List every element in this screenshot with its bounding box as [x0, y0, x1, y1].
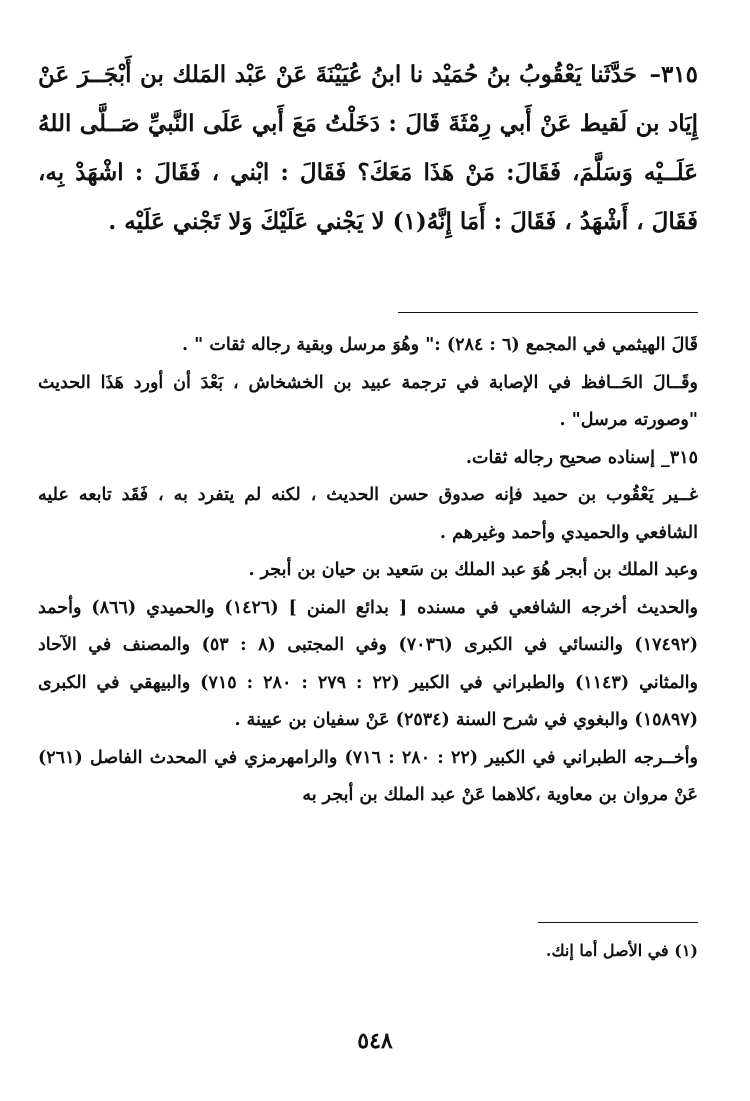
notes-block: [38, 327, 698, 815]
note-paragraph: وعبد الملك بن أبجر هُوَ عبد الملك بن سَعيد بن حيان بن أبجر .: [248, 560, 698, 580]
page-number: ٥٤٨: [357, 1028, 393, 1054]
footnote: (١) في الأصل أما إنك.: [545, 941, 698, 960]
hadith-number: ٣١٥–: [649, 61, 698, 88]
hadith-paragraph: [38, 50, 698, 246]
note-paragraph: وأخــرجه الطبراني في الكبير (٢٢ : ٢٨٠ : ٧١٦) والرامهرمزي في المحدث الفاصل (٢٦١) عَنْ مروان بن معاوية ،كلاهما عَنْ عبد الملك بن أبجر به: [38, 747, 698, 805]
footnote-separator: [538, 922, 698, 923]
note-paragraph: وقَــالَ الحَــافظ في الإصابة في ترجمة عبيد بن الخشخاش ، بَعْدَ أن أورد هَذَا الحديث "وصورته مرسل" .: [38, 372, 698, 430]
note-paragraph: والحديث أخرجه الشافعي في مسنده [ بدائع المنن ] (١٤٢٦) والحميدي (٨٦٦) وأحمد (١٧٤٩٢) والنسائي في الكبرى (٧٠٣٦) وفي المجتبى (٨ : ٥٣) والمصنف في الآحاد والمثاني (١١٤٣) والطبراني في الكبير (٢٢ : ٢٧٩ : ٢٨٠ : ٧١٥) والبيهقي في الكبرى (١٥٨٩٧) والبغوي في شرح السنة (٢٥٣٤) عَنْ سفيان بن عيينة .: [38, 597, 699, 730]
hadith-text-block: [38, 50, 698, 246]
note-paragraph: ٣١٥_ إسناده صحيح رجاله ثقات.: [465, 447, 698, 468]
notes-separator: [398, 312, 698, 313]
note-paragraph: غــير يَعْقُوب بن حميد فإنه صدوق حسن الحديث ، لكنه لم يتفرد به ، فَقَد تابعه عليه الشافعي والحميدي وأحمد وغيرهم .: [38, 485, 698, 543]
hadith-body: حَدَّثَنا يَعْقُوبُ بنُ حُمَيْد نا ابنُ عُيَيْنَةَ عَنْ عَبْد المَلك بن أَبْجَــرَ عَنْ إِيَاد بن لَقيط عَنْ أَبي رِمْثَةَ قَالَ : دَخَلْتُ مَعَ أَبي عَلَى النَّبيِّ صَــلَّى اللهُ عَلَــيْه وَسَلَّمَ، فَقَالَ: مَنْ هَذَا مَعَكَ؟ فَقَالَ : ابْني ، فَقَالَ : اشْهَدْ بِه، فَقَالَ ، أَشْهَدُ ، فَقَالَ : أَمَا إِنَّهُ(١) لا يَجْني عَلَيْكَ وَلا تَجْني عَلَيْه .: [38, 61, 698, 235]
note-paragraph: قَالَ الهيثمي في المجمع (٦ : ٢٨٤) :" وهُوَ مرسل وبقية رجاله ثقات " .: [181, 335, 698, 355]
